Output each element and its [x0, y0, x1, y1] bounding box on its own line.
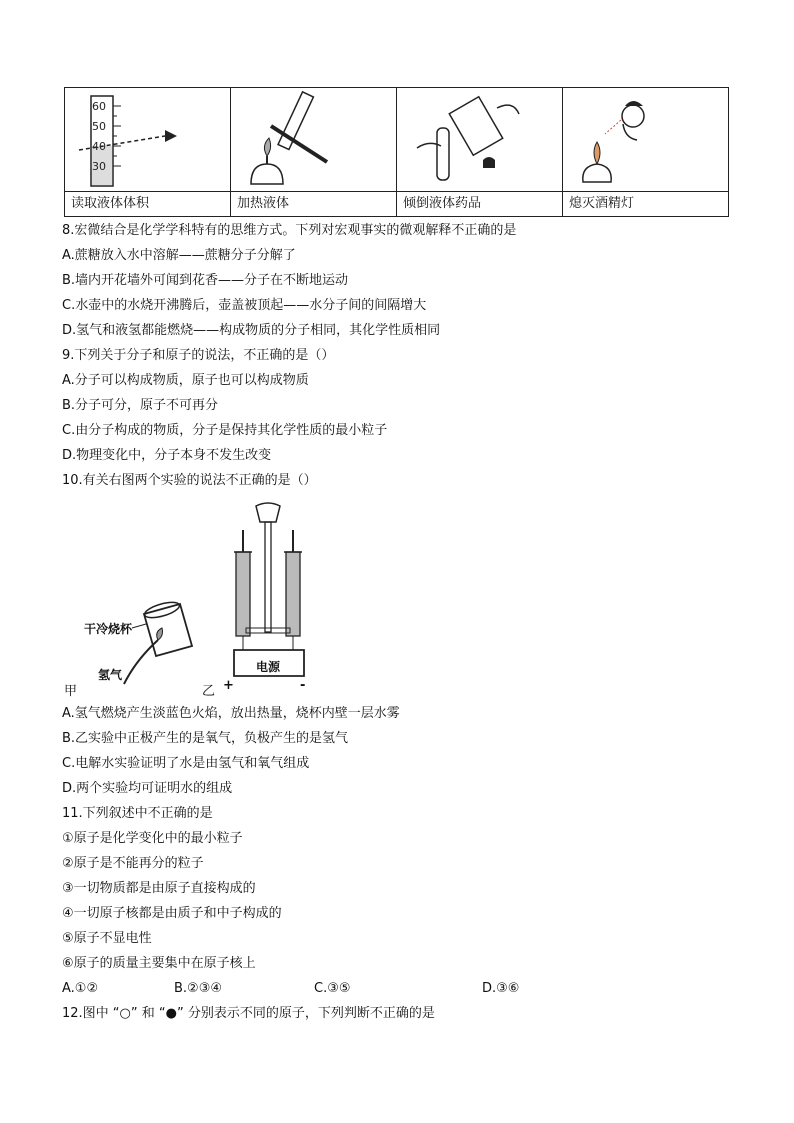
- tick-label: 50: [92, 120, 106, 133]
- q10-option-c: C.电解水实验证明了水是由氢气和氧气组成: [62, 756, 310, 771]
- graduated-cylinder-icon: [65, 88, 230, 191]
- extinguish-lamp-figure: [563, 88, 729, 192]
- q8-option-b: B.墙内开花墙外可闻到花香——分子在不断地运动: [62, 273, 349, 288]
- fig-jia-label: 甲: [64, 684, 78, 699]
- caption-heat-liquid: 加热液体: [231, 192, 397, 217]
- q8-option-a: A.蔗糖放入水中溶解——蔗糖分子分解了: [62, 248, 296, 263]
- pouring-bottle-icon: [397, 88, 562, 191]
- q9-stem: 9.下列关于分子和原子的说法，不正确的是（）: [62, 348, 335, 363]
- apparatus-table: [64, 87, 729, 217]
- experiment-yi-figure: [220, 500, 320, 690]
- q11-item: ④一切原子核都是由质子和中子构成的: [62, 906, 282, 921]
- q11-item: ⑤原子不显电性: [62, 931, 152, 946]
- q11-option-c: C.③⑤: [314, 981, 351, 996]
- q10-stem: 10.有关右图两个实验的说法不正确的是（）: [62, 473, 317, 488]
- q9-option-b: B.分子可分，原子不可再分: [62, 398, 219, 413]
- q11-option-d: D.③⑥: [482, 981, 520, 996]
- q10-option-d: D.两个实验均可证明水的组成: [62, 781, 233, 796]
- q11-options: [62, 981, 722, 999]
- heating-liquid-figure: [231, 88, 397, 192]
- positive-terminal: +: [223, 678, 234, 693]
- cylinder-reading-figure: [65, 88, 231, 192]
- q11-option-b: B.②③④: [174, 981, 223, 996]
- beaker-label: 干冷烧杯: [84, 622, 133, 636]
- q12-stem: 12.图中 “○” 和 “●” 分别表示不同的原子，下列判断不正确的是: [62, 1006, 435, 1021]
- q11-item: ③一切物质都是由原子直接构成的: [62, 881, 256, 896]
- q11-stem: 11.下列叙述中不正确的是: [62, 806, 213, 821]
- pouring-liquid-figure: [397, 88, 563, 192]
- q11-item: ②原子是不能再分的粒子: [62, 856, 204, 871]
- q8-option-c: C.水壶中的水烧开沸腾后，壶盖被顶起——水分子间的间隔增大: [62, 298, 427, 313]
- q9-option-c: C.由分子构成的物质，分子是保持其化学性质的最小粒子: [62, 423, 388, 438]
- q8-option-d: D.氢气和液氢都能燃烧——构成物质的分子相同，其化学性质相同: [62, 323, 441, 338]
- power-label: 电源: [256, 660, 281, 674]
- q11-item: ⑥原子的质量主要集中在原子核上: [62, 956, 256, 971]
- tick-label: 30: [92, 160, 106, 173]
- test-tube-heating-icon: [231, 88, 396, 191]
- q9-option-a: A.分子可以构成物质，原子也可以构成物质: [62, 373, 309, 388]
- caption-extinguish-lamp: 熄灭酒精灯: [563, 192, 729, 217]
- hydrogen-label: 氢气: [98, 668, 123, 682]
- experiment-jia-figure: [62, 600, 202, 692]
- q11-option-a: A.①②: [62, 981, 99, 996]
- tick-label: 60: [92, 100, 106, 113]
- q10-option-b: B.乙实验中正极产生的是氧气，负极产生的是氢气: [62, 731, 349, 746]
- q9-option-d: D.物理变化中，分子本身不发生改变: [62, 448, 272, 463]
- q8-stem: 8.宏微结合是化学学科特有的思维方式。下列对宏观事实的微观解释不正确的是: [62, 223, 517, 238]
- negative-terminal: -: [300, 678, 306, 693]
- q10-option-a: A.氢气燃烧产生淡蓝色火焰，放出热量，烧杯内壁一层水雾: [62, 706, 400, 721]
- caption-pour-liquid: 倾倒液体药品: [397, 192, 563, 217]
- q11-item: ①原子是化学变化中的最小粒子: [62, 831, 243, 846]
- tick-label: 40: [92, 140, 106, 153]
- fig-yi-label: 乙: [202, 684, 216, 699]
- alcohol-lamp-blowing-icon: [563, 88, 728, 191]
- caption-read-volume: 读取液体体积: [65, 192, 231, 217]
- hydrogen-combustion-icon: [62, 600, 202, 692]
